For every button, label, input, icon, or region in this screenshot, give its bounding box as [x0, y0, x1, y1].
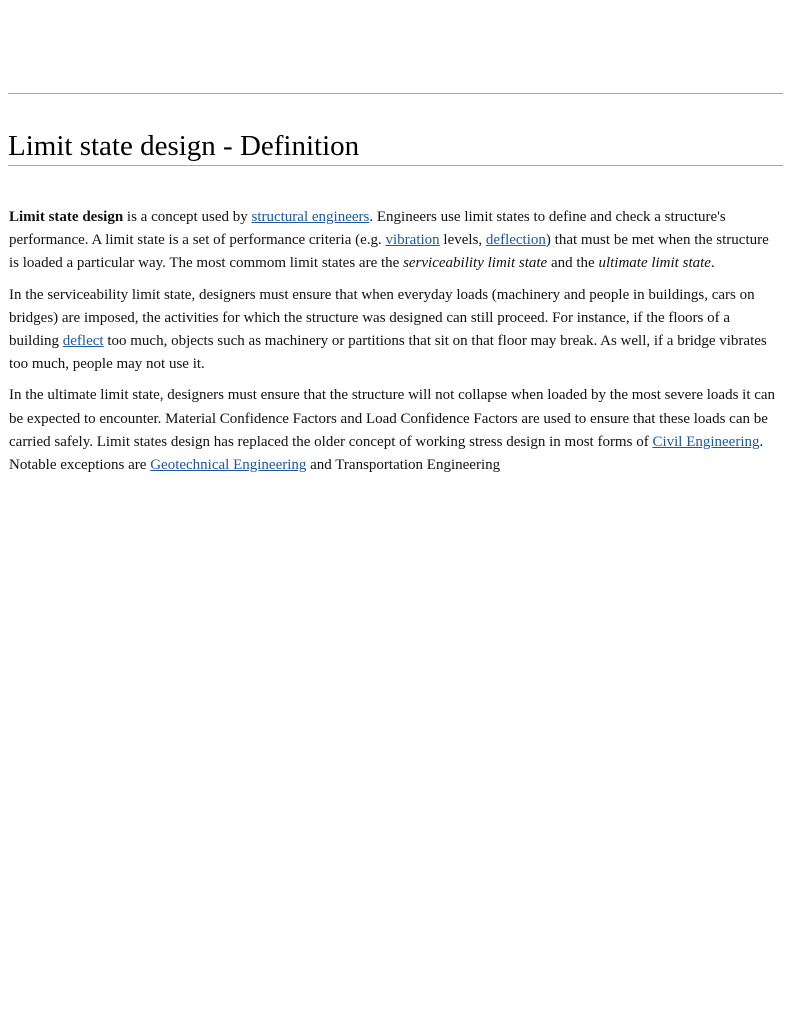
- text-span: In the serviceability limit state, designers must ensure that when everyday loads (machinery and people in buildings, cars on bridges) are imposed, the activities for which the structure was designed can still proceed. For instance, if the floors of a building: [9, 286, 755, 350]
- link-deflect[interactable]: deflect: [62, 333, 104, 350]
- link-geotechnical-engineering[interactable]: Geotechnical Engineering: [150, 457, 307, 474]
- text-span: and Transportation Engineering: [306, 457, 501, 474]
- link-vibration[interactable]: vibration: [385, 232, 440, 249]
- emphasis-ultimate: ultimate limit state: [598, 255, 711, 272]
- text-span: and the: [547, 255, 599, 272]
- top-divider: [8, 93, 783, 94]
- text-span: . Engineers use limit states to define and check a structure's performance. A limit state is a set of performance criteria (e.g.: [9, 209, 726, 249]
- link-structural-engineers[interactable]: structural engineers: [251, 209, 370, 225]
- emphasis-serviceability: serviceability limit state: [403, 255, 548, 272]
- paragraph-definition: [9, 206, 782, 276]
- link-deflection[interactable]: deflection: [485, 232, 546, 249]
- text-span: . Notable exceptions are: [9, 433, 764, 474]
- text-span: ) that must be met when the structure is loaded a particular way. The most commom limit states are the: [9, 232, 769, 272]
- link-civil-engineering[interactable]: Civil Engineering: [652, 433, 760, 450]
- paragraph-ultimate: [9, 384, 782, 477]
- paragraph-serviceability: [9, 284, 782, 377]
- text-span: In the ultimate limit state, designers must ensure that the structure will not collapse when loaded by the most severe loads it can be expected to encounter. Material Confidence Factors and Load Confidence Factors are used to ensure that these loads can be carried safely. Limit states design has replaced the older concept of working stress design in most forms of: [9, 387, 776, 450]
- text-span: too much, objects such as machinery or partitions that sit on that floor may break. As well, if a bridge vibrates too much, people may not use it.: [9, 333, 767, 373]
- term-bold: Limit state design: [9, 209, 124, 225]
- article-body: [9, 206, 782, 485]
- text-span: .: [710, 255, 715, 272]
- text-span: is a concept used by: [123, 209, 252, 225]
- page-title: Limit state design - Definition: [8, 128, 783, 166]
- text-span: levels,: [439, 232, 486, 249]
